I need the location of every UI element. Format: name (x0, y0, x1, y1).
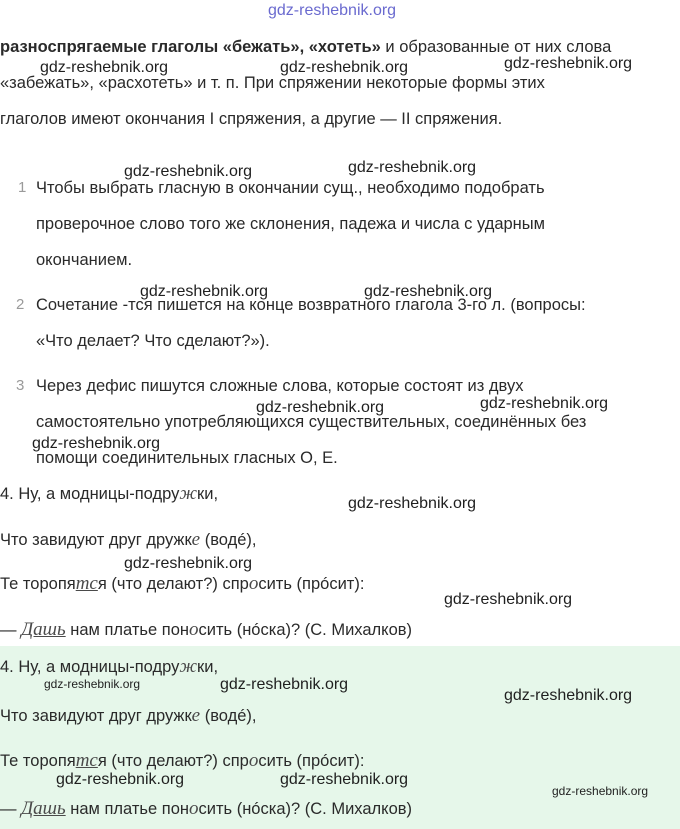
watermark: gdz-reshebnik.org (280, 771, 409, 788)
answer-line-1 (0, 657, 218, 677)
watermark: gdz-reshebnik.org (140, 283, 269, 300)
poem-text: (водé), (200, 707, 257, 725)
rule-3-line-2: самостоятельно употребляющихся существительных, соединённых без (36, 413, 587, 431)
poem-text: ки, (197, 485, 219, 503)
poem-text: я (что делают?) спр (97, 575, 249, 593)
watermark: gdz-reshebnik.org (504, 687, 633, 704)
watermark-top: gdz-reshebnik.org (268, 2, 397, 19)
highlighted-letter: е (191, 705, 201, 726)
watermark: gdz-reshebnik.org (56, 771, 185, 788)
poem-line-3 (0, 574, 364, 594)
poem-text: сить (прóсит): (258, 752, 365, 770)
highlighted-letter: ж (179, 656, 198, 677)
answer-line-3 (0, 751, 364, 771)
poem-text: (водé), (200, 531, 257, 549)
poem-text: Те торопя (0, 575, 76, 593)
watermark: gdz-reshebnik.org (280, 59, 409, 76)
poem-line-2 (0, 530, 256, 550)
watermark: gdz-reshebnik.org (444, 591, 573, 608)
poem-text: нам платье пон (65, 800, 189, 818)
rule-1-line-2: проверочное слово того же склонения, падежа и числа с ударным (36, 215, 546, 233)
highlighted-letters: тс (75, 573, 98, 594)
poem-text: Те торопя (0, 752, 76, 770)
watermark: gdz-reshebnik.org (552, 784, 649, 798)
poem-text: сить (нóска)? (С. Михалков) (198, 621, 413, 639)
poem-text: Что завидуют друг дружк (0, 531, 192, 549)
answer-line-2 (0, 706, 256, 726)
poem-text: — (0, 621, 22, 639)
poem-text: сить (прóсит): (258, 575, 365, 593)
highlighted-word: Дашь (21, 619, 66, 640)
rule-1-line-3: окончанием. (36, 251, 133, 269)
poem-text: ки, (197, 658, 219, 676)
watermark: gdz-reshebnik.org (256, 399, 385, 416)
intro-line-3: глаголов имеют окончания I спряжения, а другие — II спряжения. (0, 110, 503, 128)
rule-3-line-3: помощи соединительных гласных О, Е. (36, 449, 338, 467)
poem-line-1 (0, 484, 218, 504)
highlighted-word: Дашь (21, 798, 66, 819)
rule-2-line-2: «Что делает? Что сделают?»). (36, 332, 270, 350)
answer-line-4 (0, 799, 412, 819)
watermark: gdz-reshebnik.org (348, 495, 477, 512)
highlighted-letter: е (191, 529, 201, 550)
poem-text: 4. Ну, а модницы-подру (0, 485, 180, 503)
rule-1-line-1: Чтобы выбрать гласную в окончании сущ., необходимо подобрать (36, 179, 545, 197)
watermark: gdz-reshebnik.org (44, 677, 141, 691)
poem-text: 4. Ну, а модницы-подру (0, 658, 180, 676)
poem-text: нам платье пон (65, 621, 189, 639)
watermark: gdz-reshebnik.org (504, 55, 633, 72)
highlighted-letter: о (189, 619, 199, 640)
highlighted-letter: ж (179, 483, 198, 504)
watermark: gdz-reshebnik.org (480, 395, 609, 412)
rule-number: 1 (18, 179, 27, 196)
watermark: gdz-reshebnik.org (40, 59, 169, 76)
rule-number: 2 (16, 296, 25, 313)
highlighted-letter: о (189, 798, 199, 819)
poem-line-4 (0, 620, 412, 640)
rule-2-line-1: Сочетание -тся пишется на конце возвратного глагола 3-го л. (вопросы: (36, 296, 586, 314)
intro-line-1 (0, 37, 611, 57)
poem-text: сить (нóска)? (С. Михалков) (198, 800, 413, 818)
intro-line-1-rest: и образованные от них слова (380, 38, 612, 56)
watermark: gdz-reshebnik.org (124, 163, 253, 180)
watermark: gdz-reshebnik.org (220, 676, 349, 693)
watermark: gdz-reshebnik.org (364, 283, 493, 300)
highlighted-letter: о (248, 750, 259, 771)
poem-text: — (0, 800, 22, 818)
rule-3-line-1: Через дефис пишутся сложные слова, которые состоят из двух (36, 377, 524, 395)
highlighted-letters: тс (75, 750, 98, 771)
poem-text: Что завидуют друг дружк (0, 707, 192, 725)
highlighted-letter: о (248, 573, 259, 594)
bold-phrase: разноспрягаемые глаголы «бежать», «хотеть» (0, 38, 381, 56)
watermark: gdz-reshebnik.org (32, 435, 161, 452)
intro-line-2: «забежать», «расхотеть» и т. п. При спряжении некоторые формы этих (0, 74, 545, 92)
watermark: gdz-reshebnik.org (348, 159, 477, 176)
watermark: gdz-reshebnik.org (124, 555, 253, 572)
rule-number: 3 (16, 377, 25, 394)
poem-text: я (что делают?) спр (97, 752, 249, 770)
